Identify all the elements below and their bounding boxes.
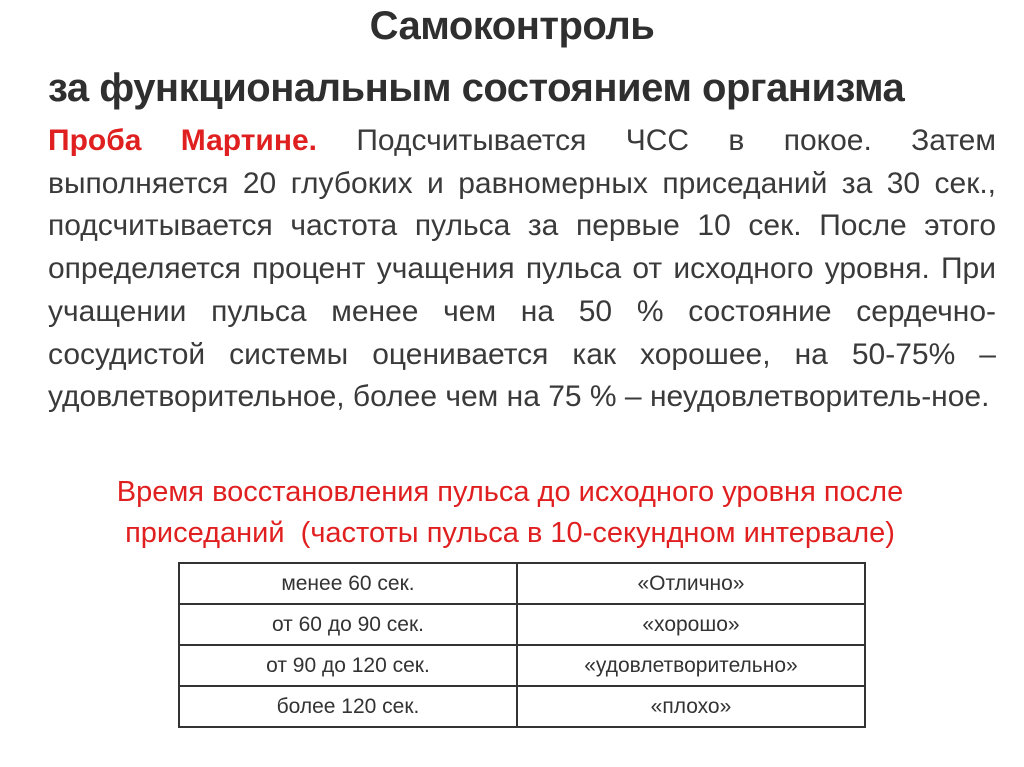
title-line-1: Самоконтроль <box>369 4 655 48</box>
table-row <box>179 604 865 645</box>
recovery-time-heading <box>60 472 960 554</box>
table-row <box>179 563 865 604</box>
table-row <box>179 686 865 727</box>
table-cell-rating: «плохо» <box>517 686 865 727</box>
table-cell-rating: «Отлично» <box>517 563 865 604</box>
table-cell-time: более 120 сек. <box>179 686 517 727</box>
table-cell-rating: «хорошо» <box>517 604 865 645</box>
paragraph-text: Подсчитывается ЧСС в покое. Затем выполняется 20 глубоких и равномерных приседаний за 30 сек., подсчитывается частота пульса за первые 10 сек. После этого определяется процент учащения пульса от исходного уровня. При учащении пульса менее чем на 50 % состояние сердечно-сосудистой системы оценивается как хорошее, на 50-75% – удовлетворительное, более чем на 75 % – неудовлетворитель-ное. <box>48 124 996 414</box>
table-cell-time: менее 60 сек. <box>179 563 517 604</box>
table-row <box>179 645 865 686</box>
table-cell-time: от 90 до 120 сек. <box>179 645 517 686</box>
title-line-2: за функциональным состоянием организма <box>48 66 905 110</box>
recovery-time-heading-line-2: приседаний (частоты пульса в 10-секундном интервале) <box>125 517 895 549</box>
table-cell-rating: «удовлетворительно» <box>517 645 865 686</box>
paragraph-lead: Проба Мартине. <box>48 124 318 157</box>
recovery-time-table <box>178 562 866 728</box>
table-cell-time: от 60 до 90 сек. <box>179 604 517 645</box>
recovery-time-heading-line-1: Время восстановления пульса до исходного уровня после <box>116 476 904 508</box>
martine-test-paragraph <box>48 120 996 419</box>
